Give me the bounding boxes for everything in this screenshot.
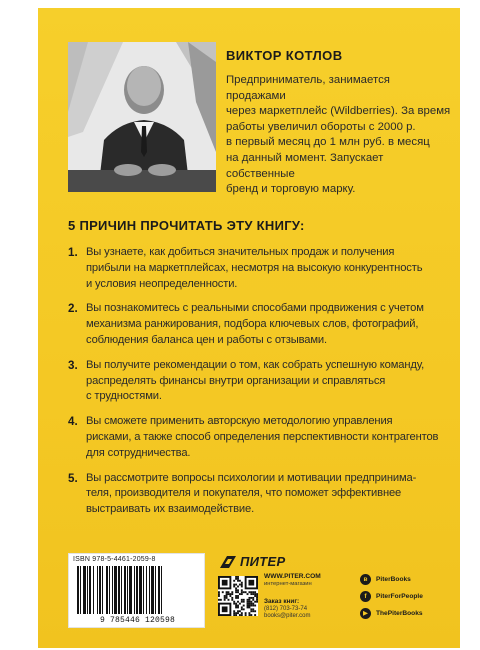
author-photo <box>68 42 216 192</box>
reason-line: механизма ранжирования, подбора ключевых слов, фотографий, <box>86 318 419 331</box>
reason-item <box>68 358 448 405</box>
isbn-barcode <box>68 553 205 628</box>
reason-line: распределять финансы внутри организации и справляться <box>86 374 386 387</box>
author-bio-line: через маркетплейс (Wildberries). За время <box>226 105 451 118</box>
youtube-icon: ▶ <box>360 608 371 619</box>
facebook-icon: f <box>360 591 371 602</box>
reason-text <box>86 358 424 405</box>
reason-line: Вы получите рекомендации о том, как собрать успешную команду, <box>86 358 425 371</box>
author-bio-line: Предприниматель, занимается продажами <box>226 74 390 102</box>
shop-url: WWW.PITER.COM <box>264 573 321 580</box>
social-links <box>360 572 423 623</box>
reason-item <box>68 245 448 292</box>
reason-line: Вы узнаете, как добиться значительных продаж и получения <box>86 246 395 258</box>
reason-text <box>86 245 422 292</box>
reason-line: выстраивать их взаимодействие. <box>86 503 255 516</box>
reason-line: Вы сможете применить авторскую методологию управления <box>86 415 393 428</box>
reason-number: 1. <box>68 246 78 259</box>
order-info <box>264 598 310 621</box>
social-label: PiterBooks <box>376 575 411 583</box>
publisher-logo <box>218 553 298 571</box>
author-name: ВИКТОР КОТЛОВ <box>226 48 343 63</box>
order-phone: (812) 703-73-74 <box>264 605 308 612</box>
social-item-youtube <box>360 606 423 620</box>
reason-line: и условия неопределенности. <box>86 277 238 290</box>
social-label: ThePiterBooks <box>376 609 423 617</box>
order-label: Заказ книг: <box>264 598 300 605</box>
reason-item <box>68 301 448 348</box>
reason-item <box>68 414 448 461</box>
reason-line: с трудностями. <box>86 390 162 403</box>
social-label: PiterForPeople <box>376 592 423 600</box>
publisher-logo-text: ПИТЕР <box>240 554 286 569</box>
reasons-title: 5 ПРИЧИН ПРОЧИТАТЬ ЭТУ КНИГУ: <box>68 218 305 233</box>
author-bio <box>226 73 451 198</box>
reasons-list <box>68 245 448 527</box>
barcode-digits: 9 785446 120598 <box>99 616 175 625</box>
reason-text <box>86 471 416 518</box>
book-back-cover <box>38 8 460 648</box>
reason-line: соблюдения баланса цен и работы с отзывами. <box>86 333 327 346</box>
reason-line: Вы рассмотрите вопросы психологии и мотивации предпринима- <box>86 471 417 484</box>
author-bio-line: на данный момент. Запускает собственные <box>226 151 384 180</box>
order-email: books@piter.com <box>264 613 311 619</box>
reason-line: для сотрудничества. <box>86 446 191 459</box>
social-item-vk <box>360 572 423 586</box>
reason-line: прибыли на маркетплейсах, несмотря на высокую конкурентность <box>86 261 423 274</box>
author-bio-line: бренд и торговую марку. <box>226 183 356 196</box>
piter-logo-icon <box>218 554 238 570</box>
isbn-number: ISBN 978-5-4461-2059-8 <box>73 556 156 563</box>
reason-text <box>86 301 424 348</box>
reason-item <box>68 471 448 518</box>
vk-icon: в <box>360 574 371 585</box>
author-bio-line: в первый месяц до 1 млн руб. в месяц <box>226 136 430 149</box>
reason-number: 4. <box>68 415 78 429</box>
author-bio-line: работы увеличил обороты с 2000 р. <box>226 120 416 133</box>
reason-line: теля, производителя и покупателя, что поможет эффективнее <box>86 487 402 500</box>
author-portrait-image <box>68 42 216 192</box>
shop-subtitle: интернет-магазин <box>264 581 312 587</box>
qr-code-icon <box>218 576 258 616</box>
reason-line: Вы познакомитесь с реальными способами продвижения с учетом <box>86 302 424 315</box>
reason-line: рисками, а также способ определения перспективности контрагентов <box>86 430 439 443</box>
reason-number: 5. <box>68 471 78 485</box>
reason-number: 3. <box>68 358 78 372</box>
shop-info <box>264 573 321 587</box>
reason-number: 2. <box>68 302 78 316</box>
social-item-facebook <box>360 589 423 603</box>
reason-text <box>86 414 438 461</box>
barcode-bars <box>77 566 199 614</box>
